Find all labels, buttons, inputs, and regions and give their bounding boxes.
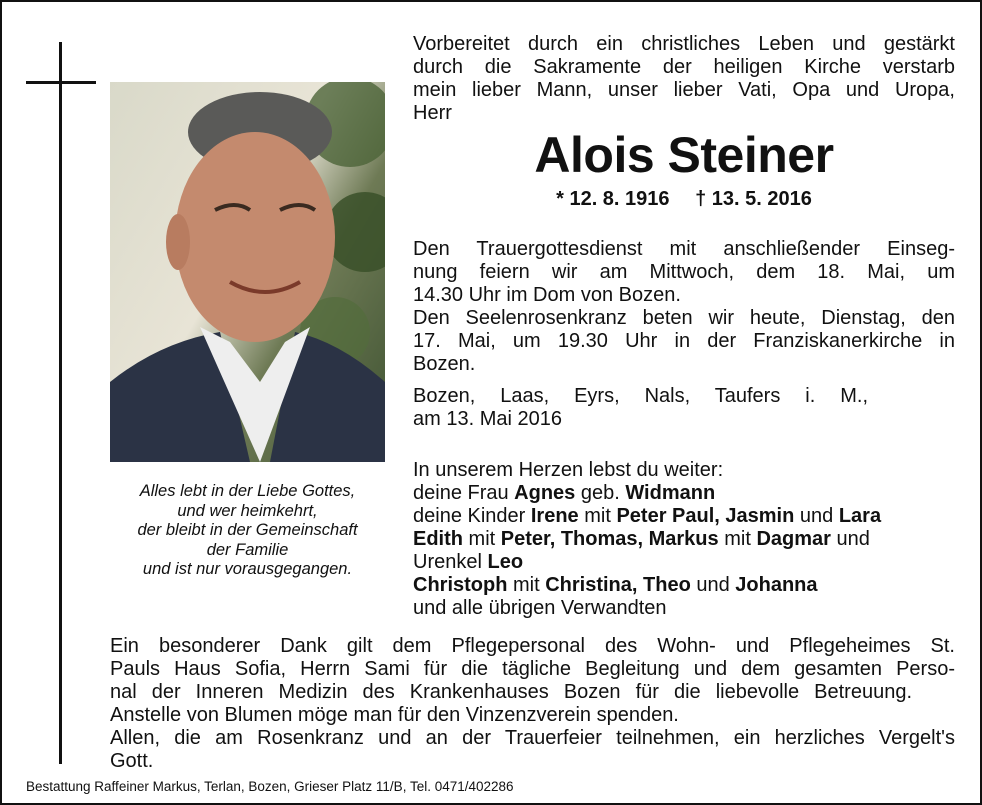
death-date: † 13. 5. 2016 [695, 188, 812, 210]
thanks-line: Pauls Haus Sofia, Herrn Sami für die tägliche Begleitung und dem gesamten Perso- [110, 658, 955, 680]
intro-paragraph [413, 33, 955, 125]
thanks-line: Ein besonderer Dank gilt dem Pflegepersonal des Wohn- und Pflegeheimes St. [110, 635, 955, 657]
portrait-photo [110, 82, 385, 462]
service-line: Den Seelenrosenkranz beten wir heute, Dienstag, den [413, 307, 955, 329]
thanks-line: Anstelle von Blumen möge man für den Vinzenzverein spenden. [110, 704, 679, 726]
intro-line: Herr [413, 102, 452, 124]
memorial-quote [110, 482, 385, 580]
places-line: am 13. Mai 2016 [413, 408, 562, 430]
quote-line: der Familie [206, 540, 289, 559]
quote-line: und ist nur vorausgegangen. [142, 560, 353, 578]
quote-line: Alles lebt in der Liebe Gottes, [139, 482, 356, 500]
family-list [413, 459, 955, 620]
birth-date: * 12. 8. 1916 [556, 188, 670, 210]
service-line: 17. Mai, um 19.30 Uhr in der Franziskanerkirche in [413, 330, 955, 352]
intro-line: Vorbereitet durch ein christliches Leben und gestärkt [413, 33, 955, 55]
family-line-grandchildren-1: Edith mit Peter, Thomas, Markus mit Dagmar und [413, 528, 870, 550]
service-line: 14.30 Uhr im Dom von Bozen. [413, 284, 681, 306]
quote-line: und wer heimkehrt, [177, 501, 318, 520]
family-line-grandchildren-2: Christoph mit Christina, Theo und Johanna [413, 574, 818, 596]
cross-icon-horizontal [26, 81, 96, 84]
family-heading: In unserem Herzen lebst du weiter: [413, 459, 724, 481]
service-info [413, 238, 955, 376]
service-line: Den Trauergottesdienst mit anschließender Einseg- [413, 238, 955, 260]
family-line-relatives: und alle übrigen Verwandten [413, 597, 667, 619]
service-line: Bozen. [413, 353, 476, 375]
thanks-line: nal der Inneren Medizin des Krankenhauses Bozen für die liebevolle Betreuung. [110, 681, 912, 703]
quote-line: der bleibt in der Gemeinschaft [137, 521, 358, 539]
family-line-wife: deine Frau Agnes geb. Widmann [413, 482, 716, 504]
deceased-name: Alois Steiner [534, 127, 834, 183]
intro-line: mein lieber Mann, unser lieber Vati, Opa und Uropa, [413, 79, 955, 101]
thanks-line: Gott. [110, 750, 154, 772]
places-date [413, 385, 955, 431]
family-line-children: deine Kinder Irene mit Peter Paul, Jasmin und Lara [413, 505, 882, 527]
life-dates [413, 187, 955, 211]
service-line: nung feiern wir am Mittwoch, dem 18. Mai, um [413, 261, 955, 283]
cross-icon-vertical [59, 42, 62, 764]
places-line: Bozen, Laas, Eyrs, Nals, Taufers i. M., [413, 385, 868, 407]
intro-line: durch die Sakramente der heiligen Kirche verstarb [413, 56, 955, 78]
thanks-paragraph [110, 635, 955, 773]
thanks-line: Allen, die am Rosenkranz und an der Trauerfeier teilnehmen, ein herzliches Vergelt's [110, 727, 955, 749]
family-line-great-grandchild: Urenkel Leo [413, 551, 524, 573]
funeral-home-footer: Bestattung Raffeiner Markus, Terlan, Bozen, Grieser Platz 11/B, Tel. 0471/402286 [26, 779, 514, 794]
